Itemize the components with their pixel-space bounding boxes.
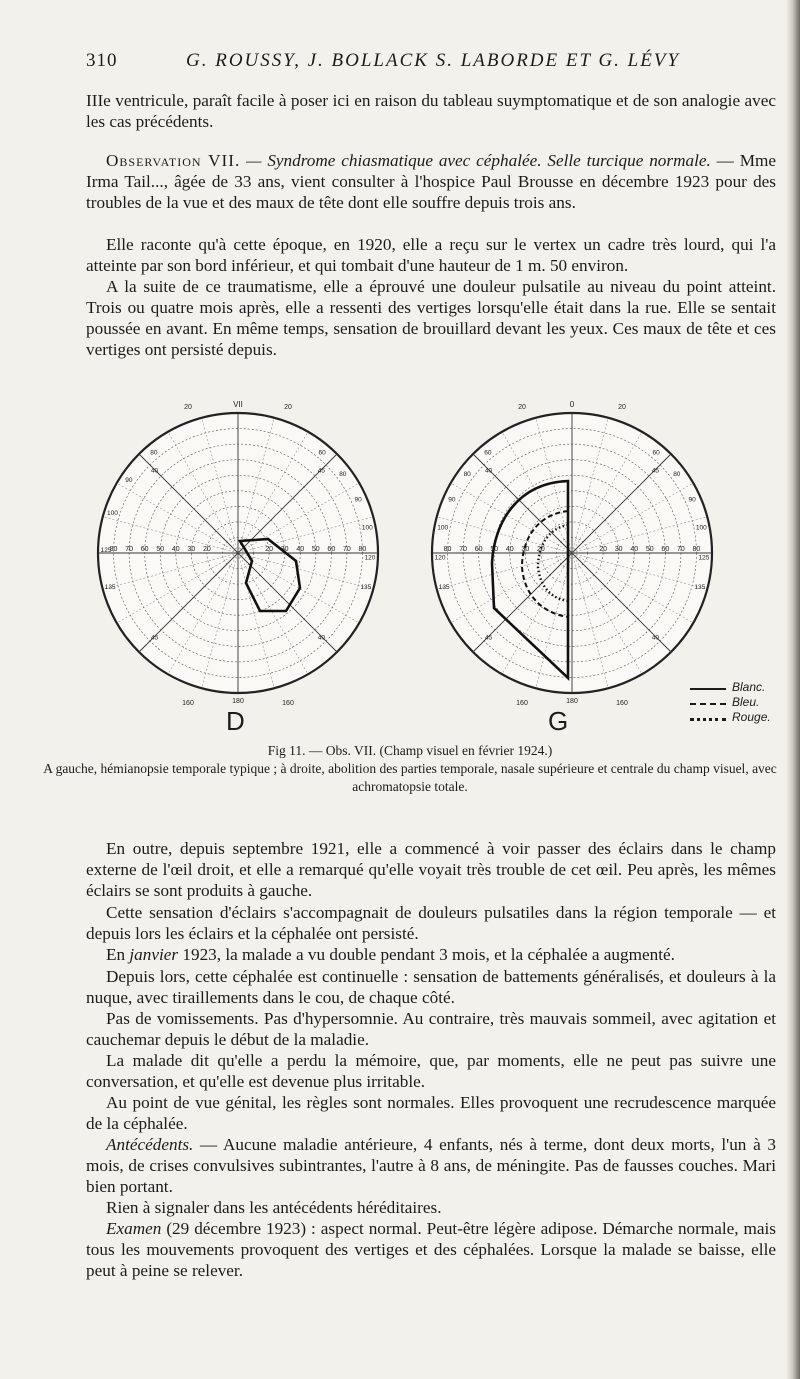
right-chart-side-label: 90 (448, 496, 456, 504)
legend-blanc-label: Blanc. (732, 680, 766, 694)
paragraph-text: La malade dit qu'elle a perdu la mémoire, que, par moments, elle ne peut pas suivre une conversation, et qu'elle est devenue plus irritable. (86, 1051, 776, 1091)
legend-blanc (690, 680, 780, 695)
figure-caption (40, 742, 780, 796)
left-eye-label: D (226, 706, 245, 736)
visual-field-figure (0, 380, 800, 710)
right-chart-axis-tick: 40 (630, 546, 639, 553)
paragraph-lead: En (106, 945, 130, 964)
legend-rouge (690, 710, 780, 725)
paragraph-text: Depuis lors, cette céphalée est continuelle : sensation de battements généralisés, et douleurs à la nuque, avec tiraillements dans le cou, de chaque côté. (86, 967, 776, 1007)
paragraph-italic-lead: Examen (106, 1219, 162, 1238)
left-chart-axis-tick: 30 (187, 546, 196, 553)
right-chart-axis-tick: 30 (521, 546, 530, 553)
left-chart-diagonal-label: 40 (150, 467, 159, 475)
right-chart-side-label: 125 (698, 554, 710, 562)
left-chart-axis-tick: 70 (342, 546, 351, 553)
left-chart-diagonal-label: 45 (150, 634, 159, 642)
right-chart-axis-tick: 50 (645, 546, 654, 553)
paragraph-text: Cette sensation d'éclairs s'accompagnait de douleurs pulsatiles dans la région temporale — et depuis lors les éclairs et la céphalée ont persisté. (86, 903, 776, 943)
right-chart-side-label: 100 (437, 524, 449, 532)
right-chart-bottom-label: 180 (566, 698, 578, 705)
right-chart-axis-tick: 80 (692, 546, 701, 553)
figure-legend (690, 680, 780, 740)
paragraph-vertigo: A la suite de ce traumatisme, elle a éprouvé une douleur pulsatile au niveau du point atteint. Trois ou quatre mois après, elle a ressenti des vertiges lorsqu'elle était dans la rue. Elle se sentait poussée en avant. En même temps, sensation de brouillard devant les yeux. Ces maux de tête et ces vertiges ont persisté depuis. (86, 277, 776, 359)
paragraph-text: Au point de vue génital, les règles sont normales. Elles provoquent une recrudescence marquée de la céphalée. (86, 1093, 776, 1133)
observation-label: Observation VII. (106, 151, 241, 170)
right-chart-axis-tick: 60 (474, 546, 483, 553)
left-chart-axis-tick: 30 (280, 546, 289, 553)
left-chart-axis-tick: 20 (202, 546, 211, 553)
legend-rouge-label: Rouge. (732, 710, 771, 724)
legend-bleu-label: Bleu. (732, 695, 760, 709)
right-chart-side-label: 135 (438, 583, 450, 591)
left-chart-bottom-label: 180 (232, 698, 244, 705)
left-chart-axis-tick: 40 (296, 546, 305, 553)
observation-text: — Mme Irma Tail..., âgée de 33 ans, vient consulter à l'hospice Paul Brousse en décembre 1923 pour des troubles de la vue et des maux de tête dont elle souffre depuis trois ans. (86, 151, 776, 212)
right-chart-axis-tick: 40 (505, 546, 514, 553)
right-chart-side-label: 80 (463, 470, 471, 478)
left-chart-side-label: 80 (150, 449, 158, 457)
left-chart-side-label: 135 (104, 583, 116, 591)
running-header (86, 50, 776, 78)
visual-field-charts (0, 380, 800, 710)
right-chart-diagonal-label: 45 (484, 634, 493, 642)
paragraph-trauma: Elle raconte qu'à cette époque, en 1920, elle a reçu sur le vertex un cadre très lourd, qui l'a atteinte par son bord inférieur, et qui tombait d'une hauteur de 1 m. 50 environ. (86, 235, 776, 275)
page-number: 310 (86, 50, 118, 71)
right-chart-side-label: 120 (434, 554, 446, 562)
right-chart-side-label: 80 (673, 470, 681, 478)
right-chart-axis-tick: 30 (614, 546, 623, 553)
left-chart-bottom-label: 160 (282, 700, 294, 707)
paragraph-text: (29 décembre 1923) : aspect normal. Peut-être légère adipose. Démarche normale, mais tous les mouvements provoquent des vertiges et des céphalées. Lorsque la malade se baisse, elle peut à peine se relever. (86, 1219, 776, 1280)
intro-paragraph: IIIe ventricule, paraît facile à poser ici en raison du tableau suymptomatique et de son analogie avec les cas précédents. (86, 91, 776, 131)
left-chart-bottom-label: 160 (182, 700, 194, 707)
left-chart-axis-tick: 70 (125, 546, 134, 553)
left-chart-axis-tick: 40 (171, 546, 180, 553)
left-chart-side-label: 125 (100, 546, 112, 554)
left-chart-axis-tick: 80 (358, 546, 367, 553)
left-chart-diagonal-label: 40 (317, 634, 326, 642)
right-chart-side-label: 60 (652, 449, 660, 457)
legend-dashed-line (690, 703, 726, 705)
body-paragraph (86, 1134, 776, 1197)
left-chart-top-label: VII (233, 400, 243, 409)
body-paragraph (86, 1008, 776, 1050)
right-chart-side-label: 90 (688, 496, 696, 504)
right-chart-diagonal-label: 40 (484, 467, 493, 475)
left-chart-side-label: 90 (125, 476, 133, 484)
right-chart-top-label: 20 (518, 404, 526, 411)
body-paragraph (86, 1092, 776, 1134)
paragraph-text: — Aucune maladie antérieure, 4 enfants, nés à terme, dont deux morts, l'un à 3 mois, de crises convulsives subintrantes, l'autre à 8 ans, de méningite. Pas de fausses couches. Mari bien portant. (86, 1135, 776, 1196)
running-title-authors: G. ROUSSY, J. BOLLACK S. LABORDE ET G. LÉVY (186, 50, 681, 71)
left-chart-side-label: 135 (360, 583, 372, 591)
paragraph-italic-lead: Antécédents. (106, 1135, 194, 1154)
right-chart-diagonal-label: 40 (651, 634, 660, 642)
left-chart-axis-tick: 20 (265, 546, 274, 553)
left-chart-side-label: 90 (354, 496, 362, 504)
left-chart-side-label: 100 (361, 524, 373, 532)
right-chart-bottom-label: 160 (516, 700, 528, 707)
right-chart-axis-tick: 80 (443, 546, 452, 553)
caption-line-1: Fig 11. — Obs. VII. (Champ visuel en février 1924.) (267, 743, 553, 758)
right-chart-top-label: 0 (569, 400, 575, 409)
right-chart-axis-tick: 70 (459, 546, 468, 553)
right-chart-axis-tick: 20 (536, 546, 545, 553)
body-paragraph (86, 944, 776, 965)
left-chart-axis-tick: 80 (109, 546, 118, 553)
left-chart-axis-tick: 50 (311, 546, 320, 553)
paragraph-italic-lead: janvier (129, 945, 179, 964)
body-paragraph (86, 902, 776, 944)
legend-solid-line (690, 688, 726, 690)
left-chart-side-label: 100 (107, 510, 118, 518)
left-chart-diagonal-label: 45 (317, 467, 326, 475)
right-chart-side-label: 135 (694, 583, 706, 591)
left-chart-side-label: 60 (318, 449, 326, 457)
right-chart-axis-tick: 20 (599, 546, 608, 553)
right-chart-axis-tick: 60 (661, 546, 670, 553)
right-chart-diagonal-label: 45 (651, 467, 660, 475)
right-chart-bottom-label: 160 (616, 700, 628, 707)
right-chart-axis-tick: 50 (490, 546, 499, 553)
right-chart-side-label: 60 (484, 449, 492, 457)
left-chart-top-label: 20 (184, 404, 192, 411)
paragraph-text: Rien à signaler dans les antécédents héréditaires. (106, 1198, 442, 1217)
right-chart-top-label: 20 (618, 404, 626, 411)
observation-title: — Syndrome chiasmatique avec céphalée. Selle turcique normale. (240, 151, 711, 170)
observation-heading (86, 150, 776, 213)
right-chart-side-label: 100 (695, 524, 707, 532)
left-chart-side-label: 120 (364, 554, 376, 562)
paragraph-text: 1923, la malade a vu double pendant 3 mois, et la céphalée a augmenté. (178, 945, 675, 964)
body-paragraph (86, 838, 776, 901)
left-chart-axis-tick: 60 (140, 546, 149, 553)
paragraph-text: Pas de vomissements. Pas d'hypersomnie. Au contraire, très mauvais sommeil, avec agitation et cauchemar depuis le début de la maladie. (86, 1009, 776, 1049)
right-eye-label: G (548, 706, 569, 736)
legend-bleu (690, 695, 780, 710)
right-chart-axis-tick: 70 (676, 546, 685, 553)
left-chart-axis-tick: 50 (156, 546, 165, 553)
body-paragraph (86, 1197, 776, 1218)
legend-dotted-line (690, 718, 726, 721)
left-chart-side-label: 80 (339, 470, 347, 478)
body-paragraph (86, 966, 776, 1008)
body-paragraph (86, 1218, 776, 1281)
caption-line-2: A gauche, hémianopsie temporale typique ; à droite, abolition des parties temporale, nasale supérieure et centrale du champ visuel, avec achromatopsie totale. (43, 761, 777, 794)
left-chart-axis-tick: 60 (327, 546, 336, 553)
left-chart-top-label: 20 (284, 404, 292, 411)
paragraph-text: En outre, depuis septembre 1921, elle a commencé à voir passer des éclairs dans le champ externe de l'œil droit, et elle a remarqué qu'elle voyait très trouble de cet œil. Peu après, les mêmes éclairs se sont produits à gauche. (86, 839, 776, 900)
body-paragraph (86, 1050, 776, 1092)
